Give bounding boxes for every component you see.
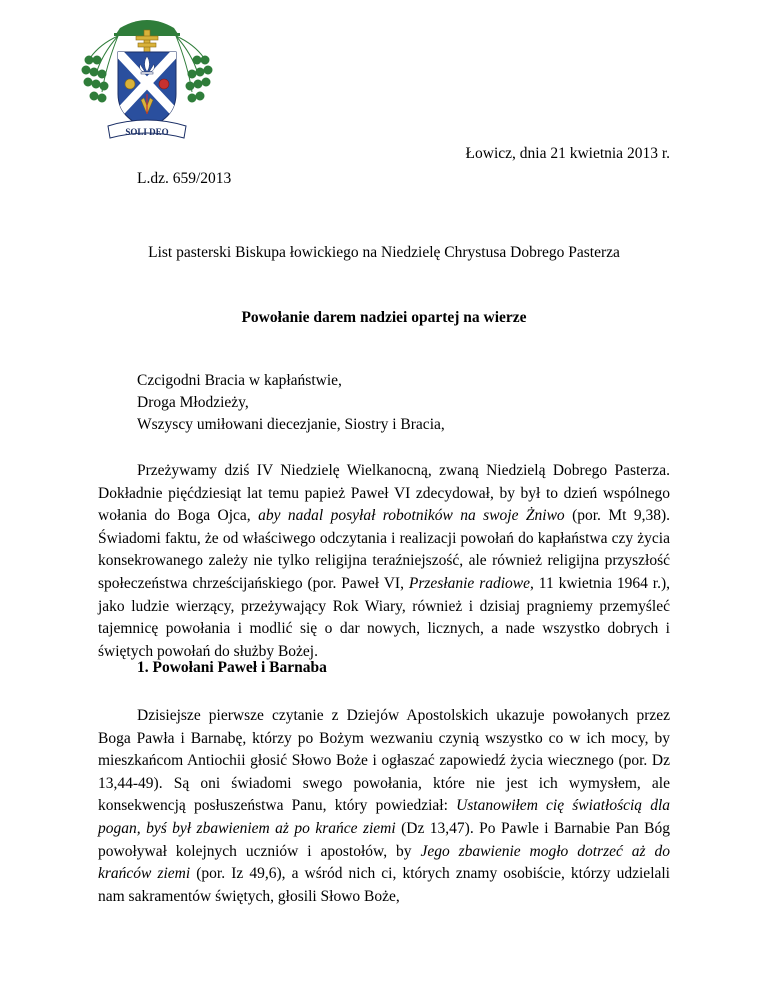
scripture-quote: Jego zbawienie mogło dotrzeć aż do krańców ziemi <box>98 842 670 883</box>
text-run: Dzisiejsze pierwsze czytanie z Dziejów Apostolskich ukazuje powołanych przez Boga Pawła i Barnabę, którzy po Bożym wezwaniu czynią wszystko co w ich mocy, by mieszkańcom Antiochii głosić Słowo Boże i ogłaszać zapowiedź życia wiecznego (por. Dz 13,44-49). Są oni świadomi swego powołania, które nie jest ich wymysłem, ale konsekwencją posłuszeństwa Panu, który powiedział: <box>98 707 670 815</box>
salutation-line: Droga Młodzieży, <box>137 394 249 411</box>
text-run: (por. Iz 49,6), a wśród nich ci, których znamy osobiście, którzy udzielali nam sakramentów świętych, głosili Słowo Boże, <box>98 865 670 905</box>
rose-icon-right <box>159 79 169 89</box>
text-run: Przeżywamy dziś IV Niedzielę Wielkanocną, zwaną Niedzielą Dobrego Pasterza. Dokładnie pięćdziesiąt lat temu papież Paweł VI zdecydował, by był to dzień wspólnego wołania do Boga Ojca, <box>98 462 670 525</box>
coat-of-arms-logo <box>78 14 216 144</box>
text-run: , 11 kwietnia 1964 r.), jako ludzie wierzący, przeżywający Rok Wiary, również i dzisiaj pragniemy przemyśleć tajemnicę powołania i modlić się o dar nowych, licznych, a nade wszystko dobrych i świętych powołań do służby Bożej. <box>98 574 670 660</box>
scripture-quote: aby nadal posyłał robotników na swoje Żniwo <box>258 507 565 525</box>
rose-icon-left <box>125 79 135 89</box>
paragraph-intro <box>98 460 670 663</box>
letter-subtitle: Powołanie darem nadziei opartej na wierze <box>241 309 527 326</box>
place-date: Łowicz, dnia 21 kwietnia 2013 r. <box>465 145 670 162</box>
text-run: (Dz 13,47). Po Pawle i Barnabie Pan Bóg powoływał kolejnych uczniów i apostołów, by <box>98 819 670 860</box>
tassels-right <box>176 36 212 102</box>
scripture-quote: Ustanowiłem cię światłością dla pogan, byś był zbawieniem aż po krańce ziemi <box>98 797 671 837</box>
salutation-line: Wszyscy umiłowani diecezjanie, Siostry i Bracia, <box>137 416 445 433</box>
section-heading: 1. Powołani Paweł i Barnaba <box>137 659 327 676</box>
document-title: Przesłanie radiowe <box>408 574 531 592</box>
salutation <box>137 370 445 436</box>
text-run: (por. Mt 9,38). Świadomi faktu, że od właściwego odczytania i realizacji powołań do kapłaństwa czy życia konsekrowanego zależy nie tylko religijna teraźniejszość, ale również religijna przyszłość społeczeństwa chrześcijańskiego (por. Paweł VI, <box>98 507 671 592</box>
motto-text: SOLI DEO <box>125 127 169 137</box>
tassels-left <box>82 36 118 102</box>
reference-number: L.dz. 659/2013 <box>137 170 232 187</box>
letter-title: List pasterski Biskupa łowickiego na Niedzielę Chrystusa Dobrego Pasterza <box>148 244 620 261</box>
paragraph-section1 <box>98 705 670 908</box>
salutation-line: Czcigodni Bracia w kapłaństwie, <box>137 372 342 389</box>
